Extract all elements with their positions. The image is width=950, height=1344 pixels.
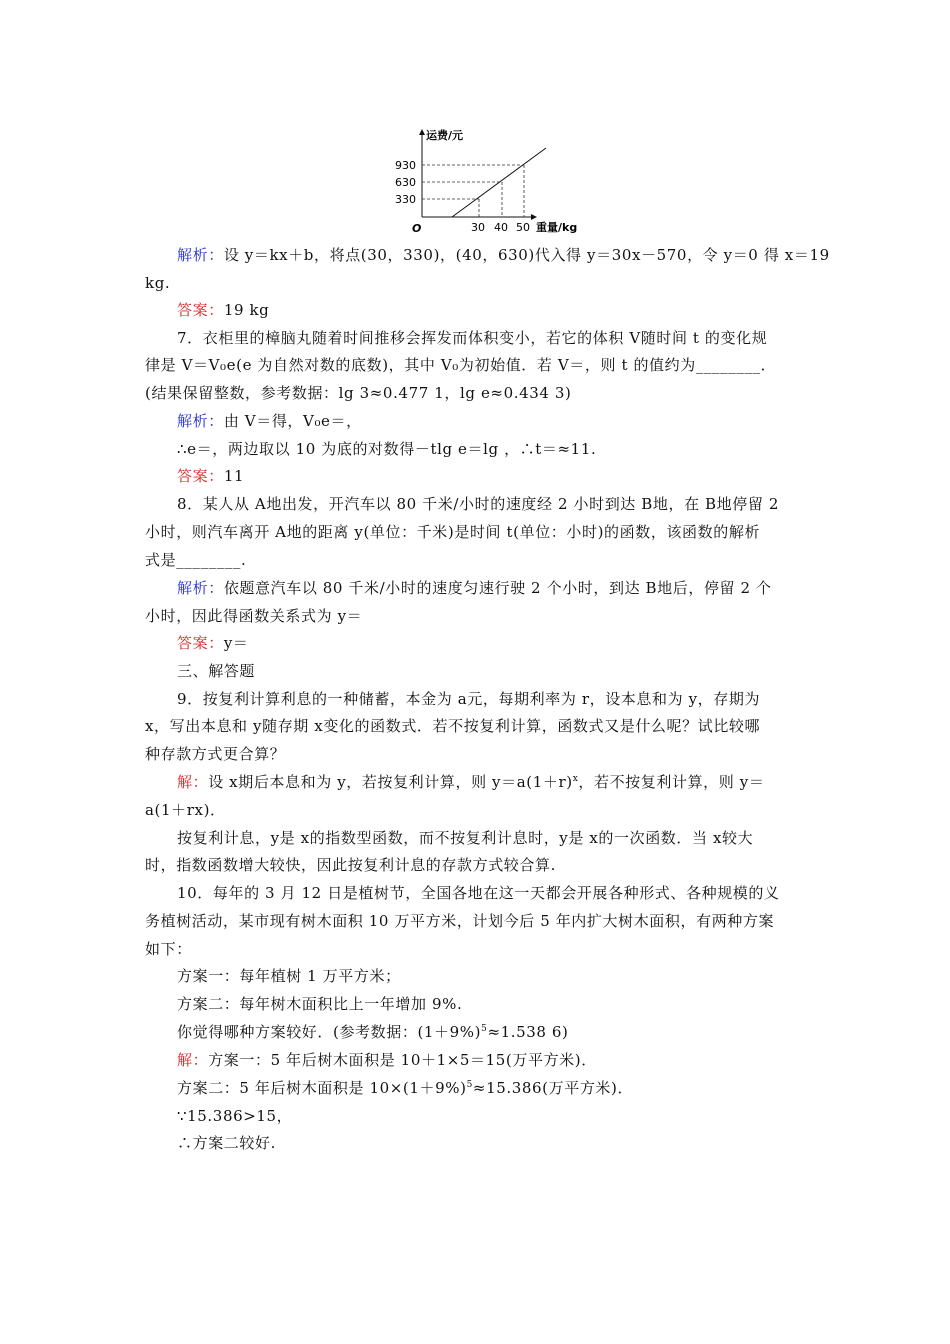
analysis-tag: 解析： [177, 246, 224, 264]
y-axis-label: 运费/元 [426, 129, 464, 142]
x-tick-50: 50 [516, 221, 530, 234]
freight-graph [390, 124, 590, 240]
q10-question-line3: 如下： [145, 940, 192, 958]
q8-question-line3: 式是________. [145, 551, 247, 569]
origin-label: O [412, 222, 422, 235]
q10-plan1: 方案一：每年植树 1 万平方米； [177, 967, 401, 985]
answer-tag: 答案： [177, 301, 224, 319]
q7-analysis-line1: 解析：由 V＝得，V₀e＝， [177, 412, 362, 430]
y-tick-330: 330 [395, 193, 416, 206]
q8-analysis-line2: 小时，因此得函数关系式为 y＝ [145, 607, 363, 625]
q7-question-line1: 7．衣柜里的樟脑丸随着时间推移会挥发而体积变小，若它的体积 V随时间 t 的变化规 [177, 329, 768, 347]
q10-solution-line2: 方案二：5 年后树木面积是 $10\times(1+9\%)^5\approx 15.386$(万平方米)． [177, 1079, 634, 1097]
x-tick-40: 40 [494, 221, 508, 234]
q7-question-line3: (结果保留整数，参考数据：lg 3≈0.477 1，lg e≈0.434 3) [145, 384, 572, 402]
cost-line [452, 148, 546, 217]
q7-question-line2: 律是 V＝V₀e(e 为自然对数的底数)，其中 V₀为初始值．若 V＝，则 t 的值约为________． [145, 356, 777, 374]
q9-solution-line4: 时，指数函数增大较快，因此按复利计息的存款方式较合算. [145, 856, 556, 874]
q10-plan2: 方案二：每年树木面积比上一年增加 9%. [177, 995, 463, 1013]
answer-tag: 答案： [177, 467, 224, 485]
answer-tag: 答案： [177, 634, 224, 652]
analysis-tag: 解析： [177, 412, 224, 430]
q9-solution-line1: 解：设 x期后本息和为 y，若按复利计算，则 $y=a(1+r)^x$，若不按复利计算，则 y＝ [177, 773, 765, 791]
q9-question-line2: x，写出本息和 y随存期 x变化的函数式．若不按复利计算，函数式又是什么呢？试比较哪 [145, 717, 761, 735]
q8-question-line2: 小时，则汽车离开 A地的距离 y(单位：千米)是时间 t(单位：小时)的函数，该函数的解析 [145, 523, 761, 541]
solution-tag: 解： [177, 773, 209, 791]
q6-analysis-line1: 解析：设 y＝kx＋b，将点(30，330)，(40，630)代入得 y＝30x－570，令 y＝0 得 x＝19 [177, 246, 830, 264]
solution-tag: 解： [177, 1051, 209, 1069]
q8-question-line1: 8．某人从 A地出发，开汽车以 80 千米/小时的速度经 2 小时到达 B地，在 B地停留 2 [177, 495, 779, 513]
section-heading: 三、解答题 [177, 662, 256, 680]
q6-answer: 答案：19 kg [177, 301, 270, 319]
q10-solution-line1: 解：方案一：5 年后树木面积是 10＋1×5＝15(万平方米)． [177, 1051, 597, 1069]
q8-answer: 答案：y＝ [177, 634, 249, 652]
x-axis-label: 重量/kg [536, 221, 578, 234]
q10-question-line1: 10．每年的 3 月 12 日是植树节，全国各地在这一天都会开展各种形式、各种规模的义 [177, 884, 780, 902]
q7-analysis-line2: ∴e＝，两边取以 10 为底的对数得－tlg e＝lg ，∴t＝≈11. [177, 440, 597, 458]
q9-question-line1: 9．按复利计算利息的一种储蓄，本金为 a元，每期利率为 r，设本息和为 y，存期为 [177, 690, 761, 708]
q10-solution-line3: ∵15.386>15， [177, 1107, 293, 1125]
q9-solution-line2: a(1＋rx)． [145, 801, 226, 819]
analysis-tag: 解析： [177, 579, 224, 597]
q9-question-line3: 种存款方式更合算？ [145, 745, 286, 763]
q10-question-line2: 务植树活动，某市现有树木面积 10 万平方米，计划今后 5 年内扩大树木面积，有两种方案 [145, 912, 775, 930]
q6-analysis-line2: kg. [145, 274, 171, 292]
q8-analysis-line1: 解析：依题意汽车以 80 千米/小时的速度匀速行驶 2 个小时，到达 B地后，停留 2 个 [177, 579, 772, 597]
y-tick-630: 630 [395, 176, 416, 189]
q7-answer: 答案：11 [177, 467, 245, 485]
x-tick-30: 30 [471, 221, 485, 234]
y-tick-930: 930 [395, 159, 416, 172]
q9-solution-line3: 按复利计息，y是 x的指数型函数，而不按复利计息时，y是 x的一次函数．当 x较大 [177, 829, 754, 847]
q10-solution-line4: ∴方案二较好. [177, 1134, 276, 1152]
q10-question-line4: 你觉得哪种方案较好．(参考数据：$(1+9\%)^5\approx 1.538$ 6) [177, 1023, 569, 1041]
